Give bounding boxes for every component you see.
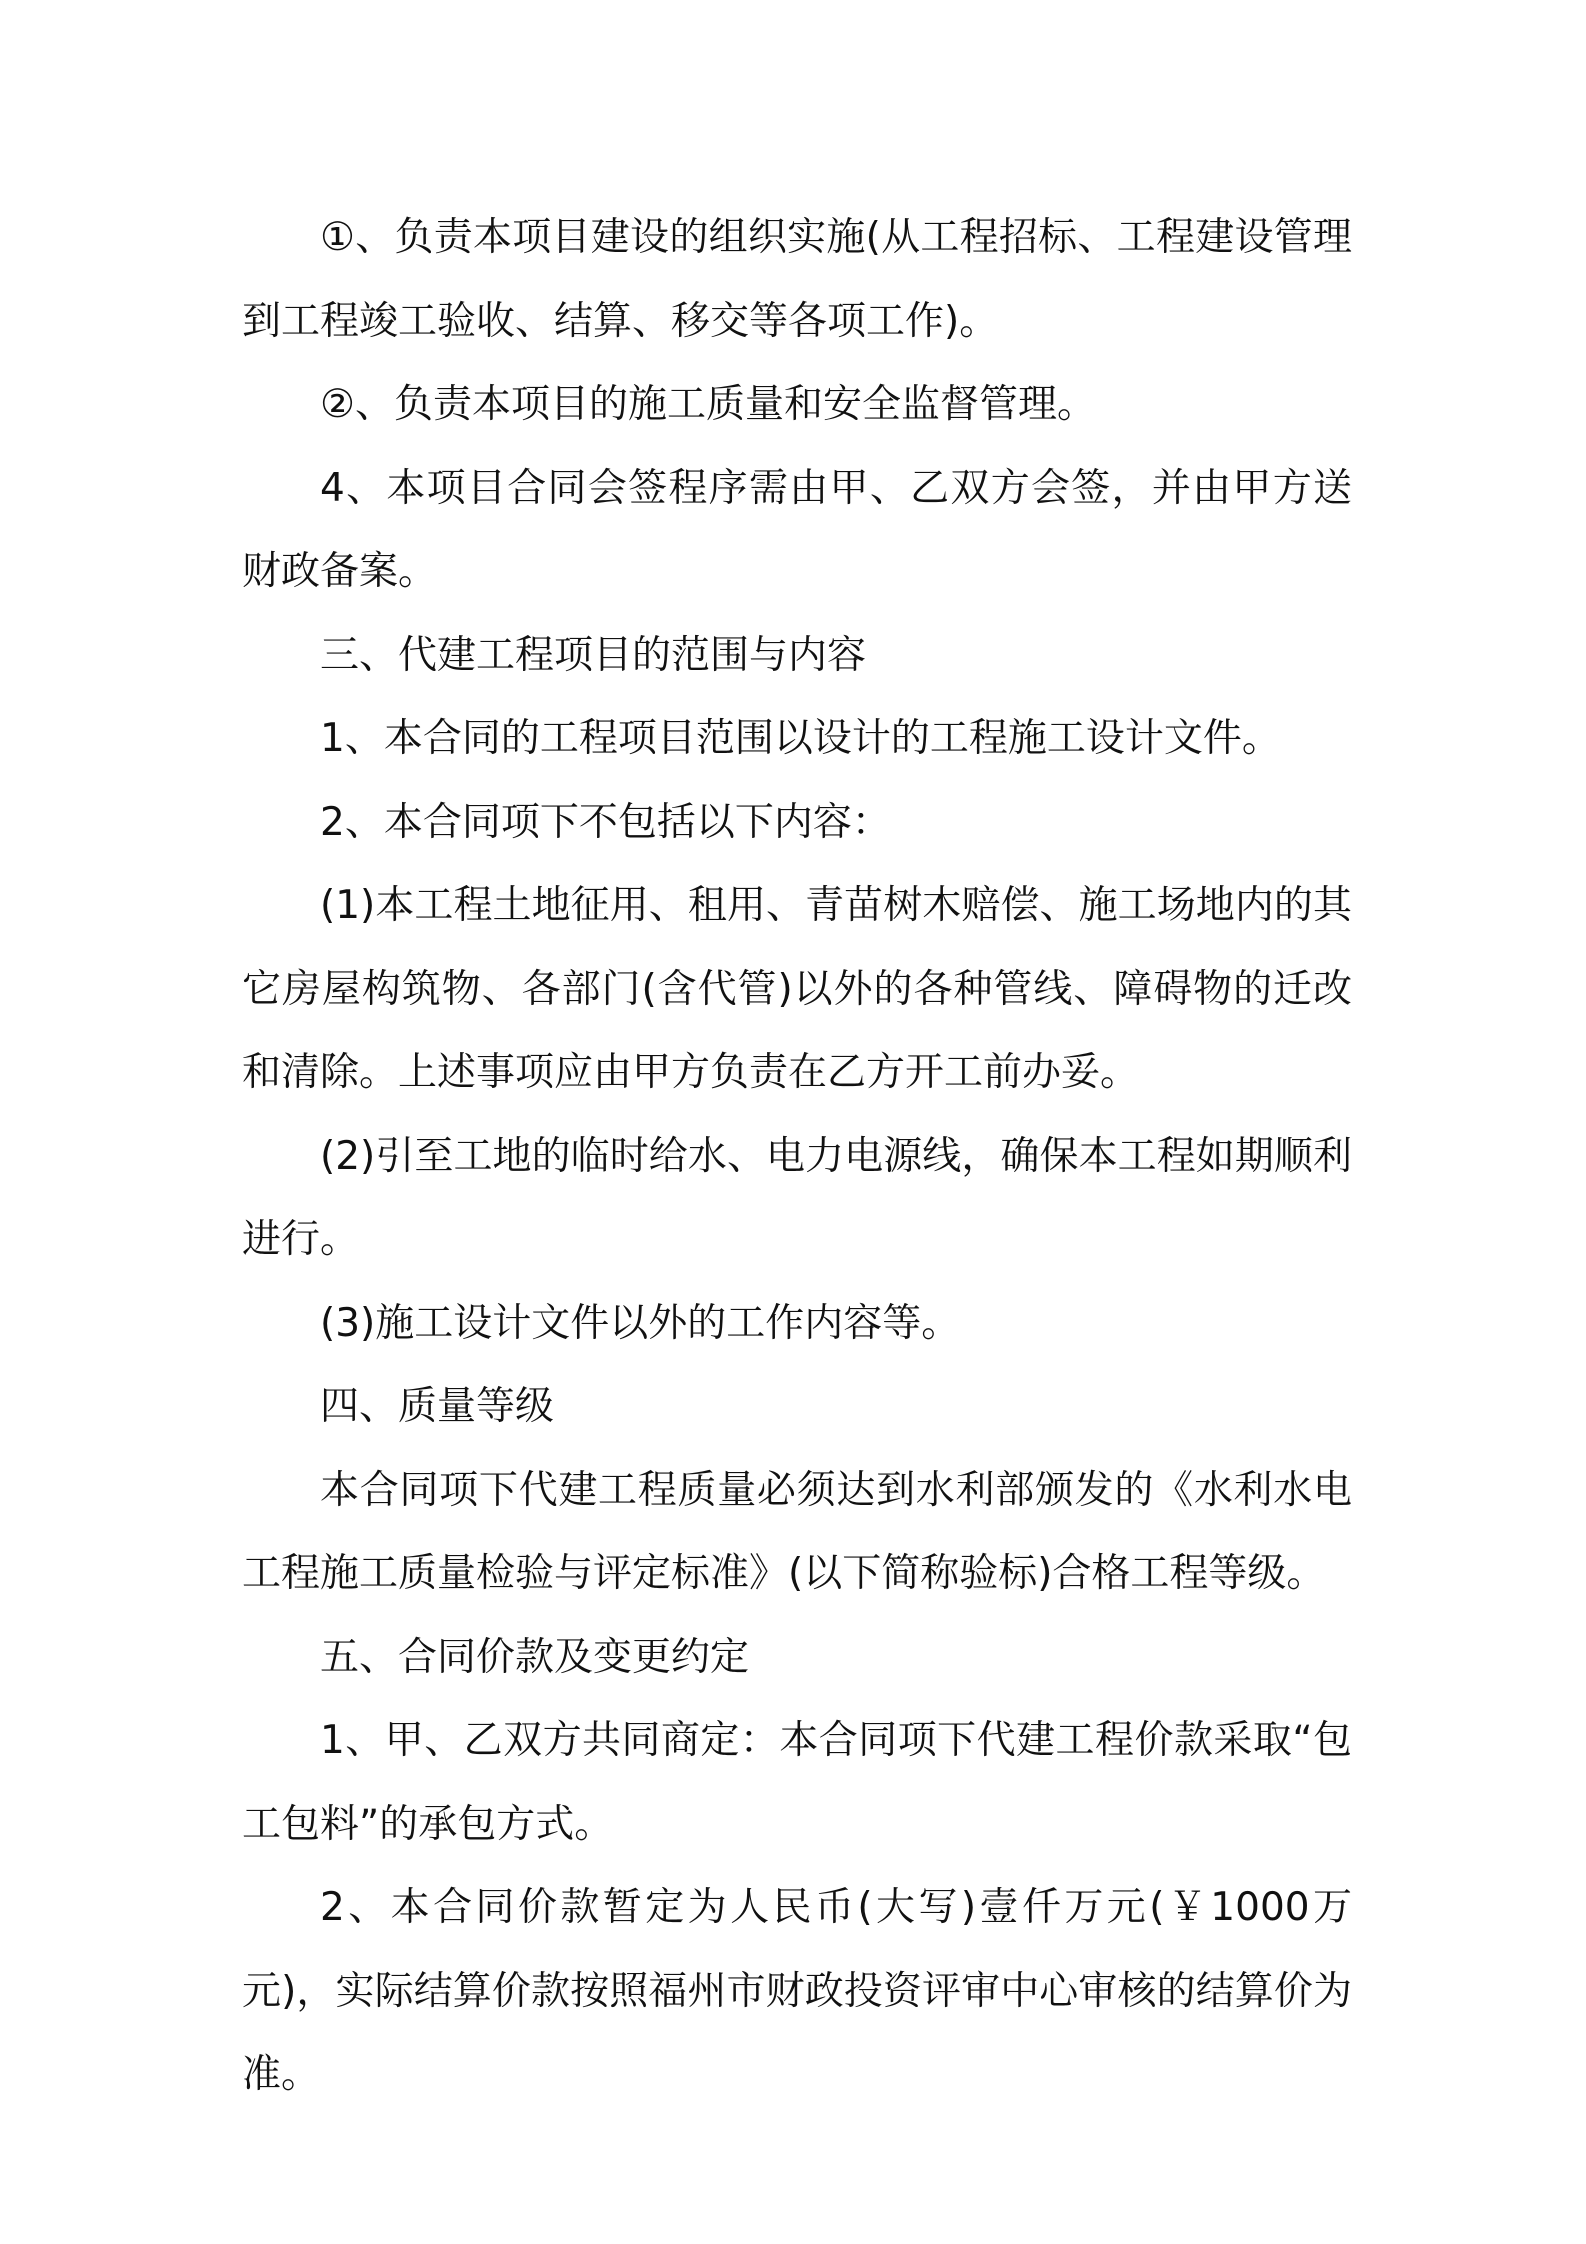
paragraph-scope-1: 1、本合同的工程项目范围以设计的工程施工设计文件。 <box>320 716 1281 761</box>
paragraph-quality-standard: 本合同项下代建工程质量必须达到水利部颁发的《水利水电工程施工质量检验与评定标准》(以下简称验标)合格工程等级。 <box>242 1467 1352 1596</box>
paragraph-duty-supervision: ②、负责本项目的施工质量和安全监督管理。 <box>320 382 1096 427</box>
section-heading-quality: 四、质量等级 <box>320 1384 555 1429</box>
paragraph-exclusion-2: (2)引至工地的临时给水、电力电源线，确保本工程如期顺利进行。 <box>242 1133 1352 1262</box>
paragraph-duty-organization: ①、负责本项目建设的组织实施(从工程招标、工程建设管理到工程竣工验收、结算、移交等各项工作)。 <box>242 215 1352 344</box>
paragraph-exclusion-1: (1)本工程土地征用、租用、青苗树木赔偿、施工场地内的其它房屋构筑物、各部门(含代管)以外的各种管线、障碍物的迁改和清除。上述事项应由甲方负责在乙方开工前办妥。 <box>242 883 1352 1095</box>
paragraph-price-2: 2、本合同价款暂定为人民币(大写)壹仟万元(￥1000万元)，实际结算价款按照福州市财政投资评审中心审核的结算价为准。 <box>242 1885 1352 2097</box>
section-heading-price: 五、合同价款及变更约定 <box>320 1634 750 1680</box>
paragraph-scope-2: 2、本合同项下不包括以下内容： <box>320 799 891 845</box>
document-body <box>242 196 1352 2117</box>
paragraph-contract-signing: 4、本项目合同会签程序需由甲、乙双方会签，并由甲方送财政备案。 <box>242 465 1352 594</box>
paragraph-price-1: 1、甲、乙双方共同商定：本合同项下代建工程价款采取“包工包料”的承包方式。 <box>242 1718 1352 1847</box>
paragraph-exclusion-3: (3)施工设计文件以外的工作内容等。 <box>320 1300 961 1346</box>
section-heading-scope: 三、代建工程项目的范围与内容 <box>320 632 867 678</box>
